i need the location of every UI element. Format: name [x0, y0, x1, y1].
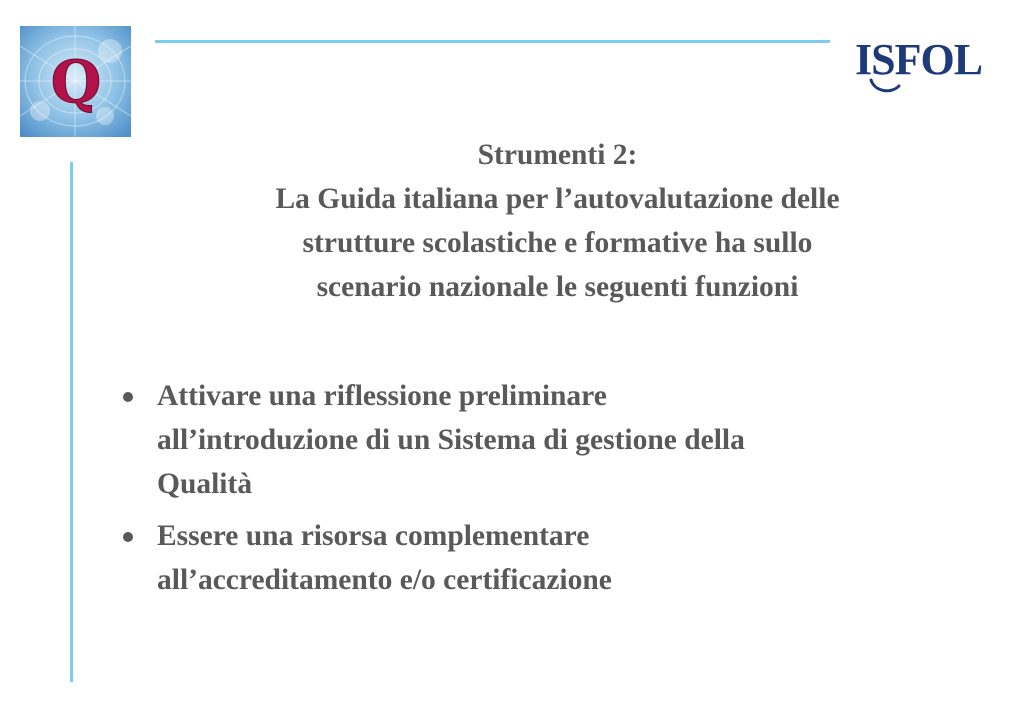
bullet-1-line-3: Qualità — [157, 468, 253, 500]
bullet-dot-icon — [123, 392, 133, 402]
title-line-4: scenario nazionale le seguenti funzioni — [316, 271, 799, 303]
top-divider — [155, 40, 830, 43]
bullet-item-2 — [120, 514, 980, 602]
bullet-1-line-1: Attivare una riflessione preliminare — [157, 380, 607, 412]
slide-title — [150, 133, 965, 309]
q-logo — [20, 26, 131, 137]
bullet-1-line-2: all’introduzione di un Sistema di gestione della — [157, 424, 745, 456]
bullet-item-1 — [120, 374, 980, 506]
title-line-3: strutture scolastiche e formative ha sullo — [302, 227, 813, 259]
isfol-logo-graphic — [853, 30, 998, 96]
bullet-2-line-2: all’accreditamento e/o certificazione — [157, 564, 612, 596]
bullet-list — [120, 374, 980, 610]
title-line-2: La Guida italiana per l’autovalutazione delle — [275, 183, 840, 215]
isfol-logo-text: ISFOL — [855, 35, 983, 84]
q-logo-graphic — [20, 26, 131, 137]
q-logo-letter: Q — [50, 48, 102, 116]
bullet-dot-icon — [123, 532, 133, 542]
bullet-2-line-1: Essere una risorsa complementare — [157, 520, 590, 552]
title-line-1: Strumenti 2: — [477, 139, 638, 171]
left-divider — [70, 162, 73, 682]
isfol-logo — [853, 30, 998, 96]
